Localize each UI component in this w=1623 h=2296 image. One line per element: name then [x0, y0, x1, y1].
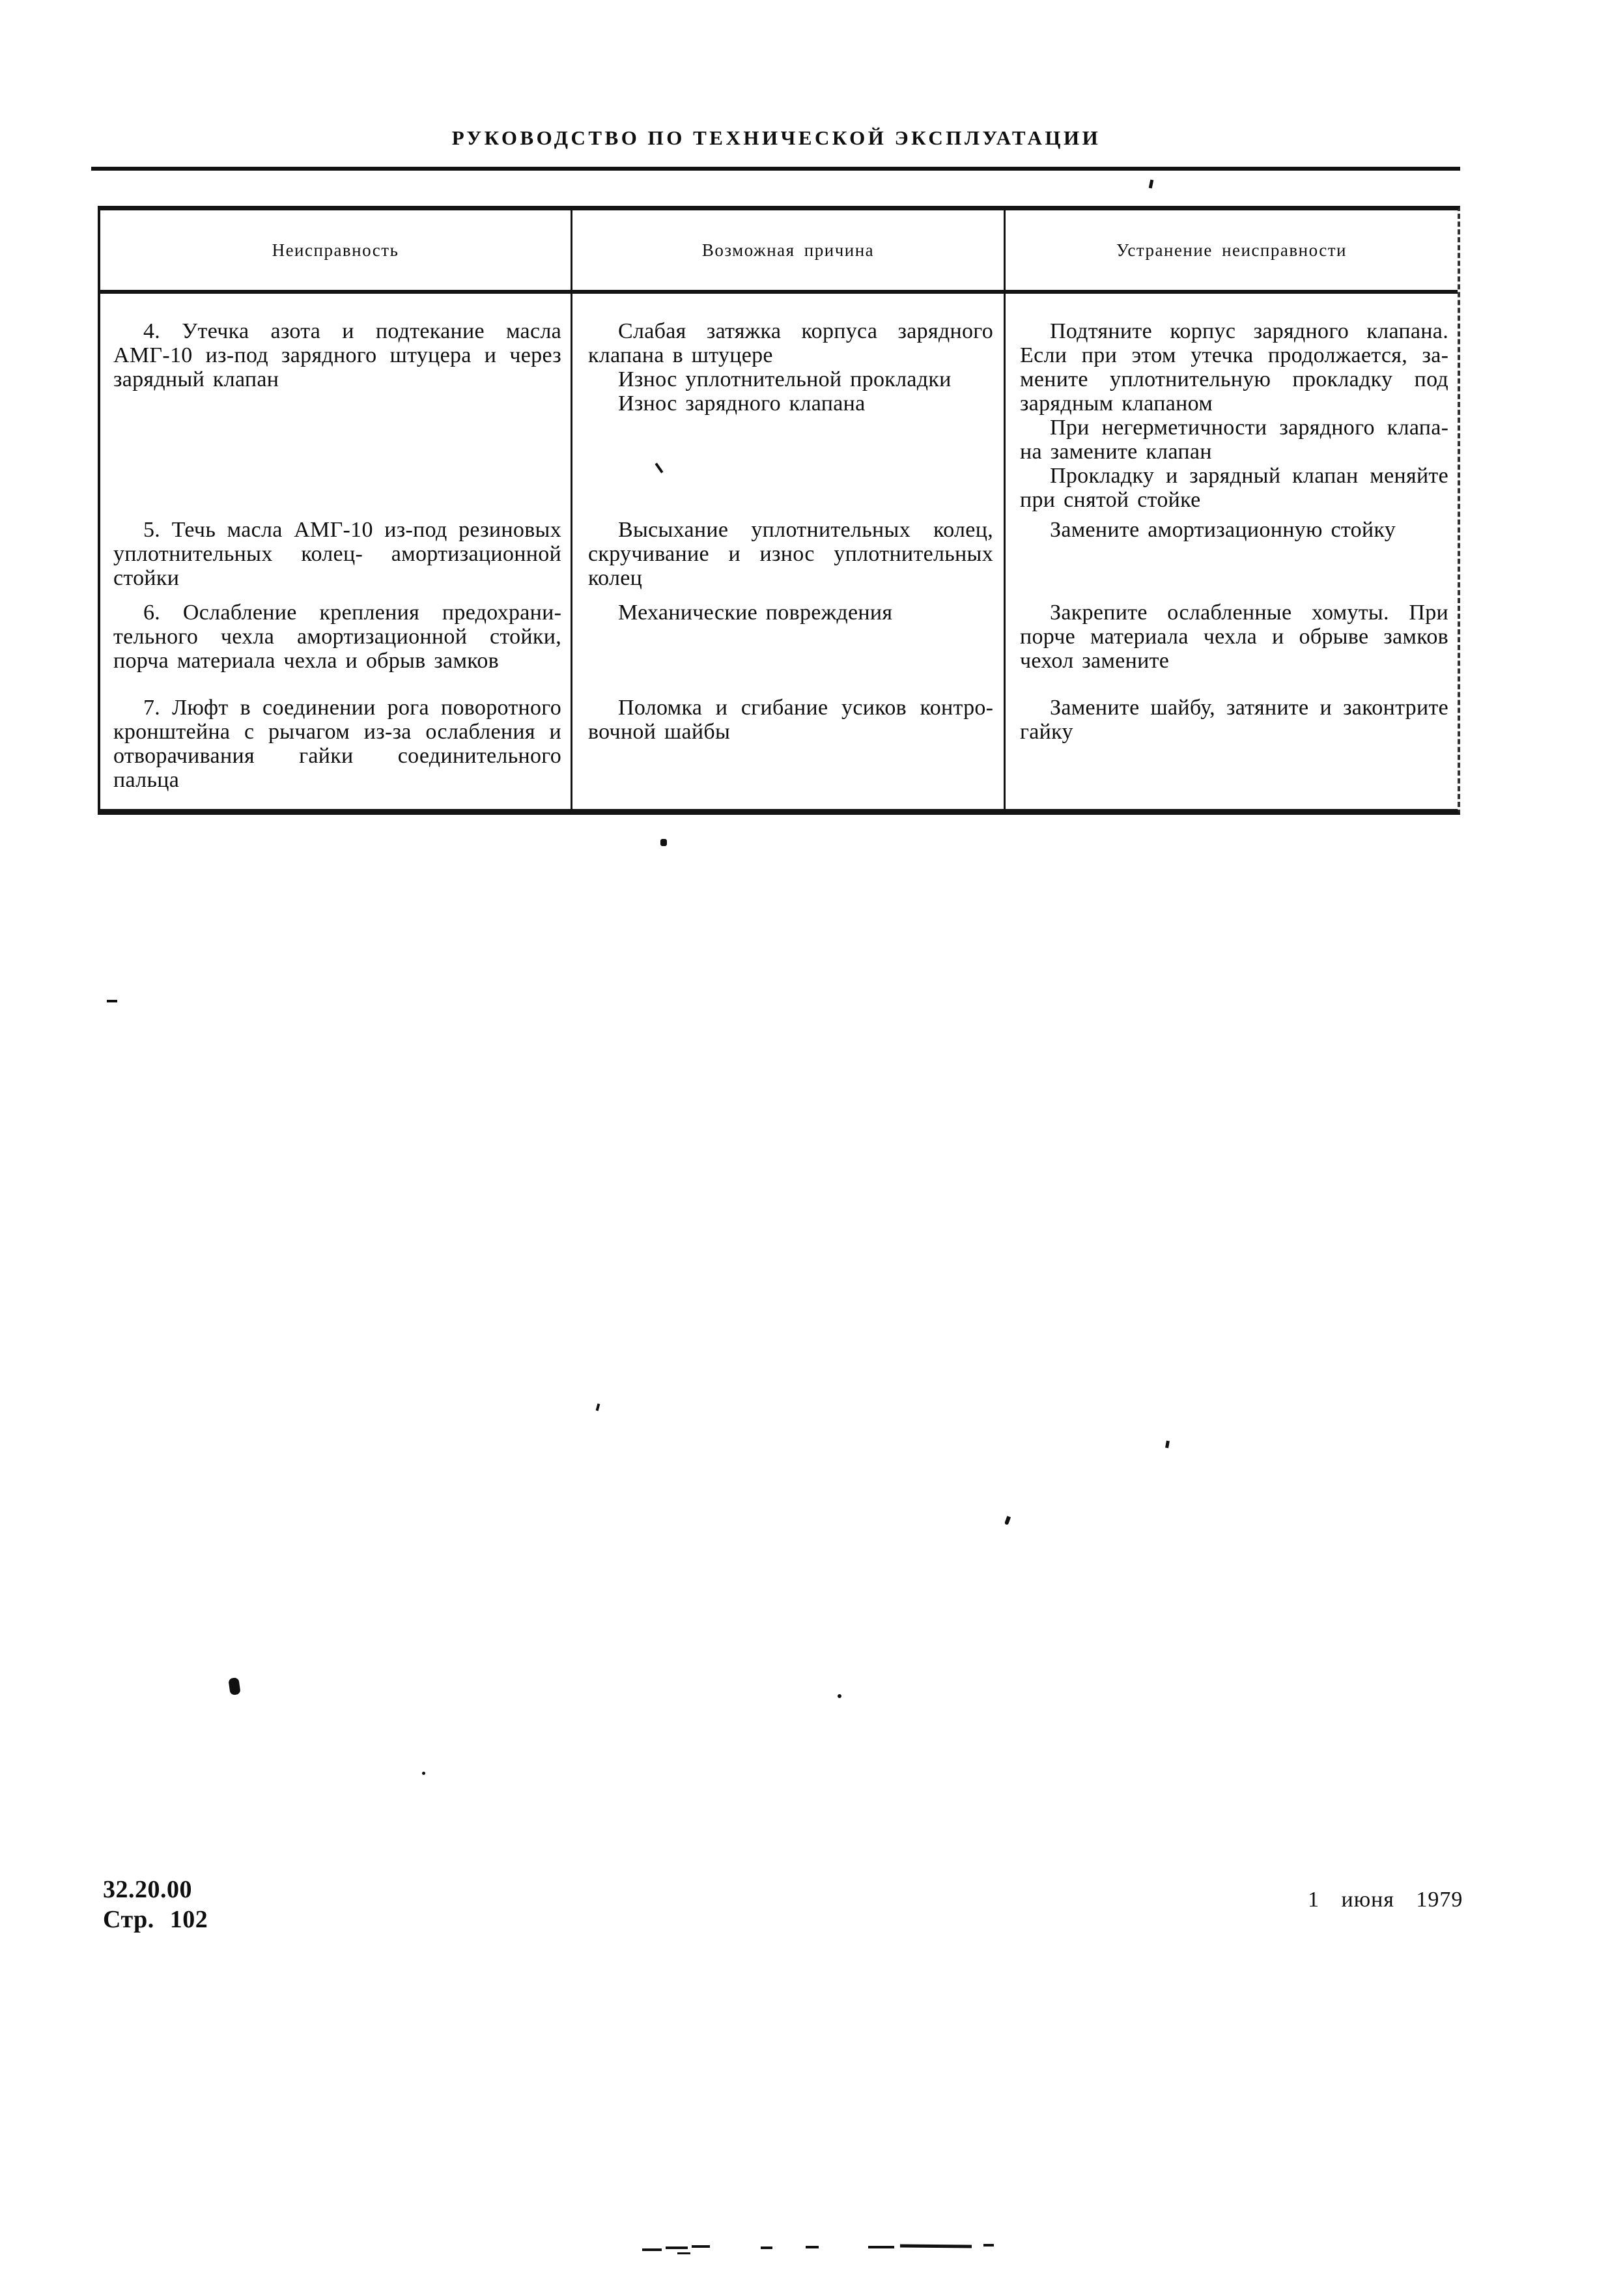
revision-date: 1 июня 1979	[1308, 1888, 1463, 1912]
column-header-fault: Неисправность	[100, 210, 572, 294]
table-row-cause	[572, 598, 1006, 694]
table-row-fault	[100, 598, 572, 694]
scan-dash	[677, 2252, 690, 2254]
scan-dash	[761, 2246, 772, 2249]
cause-text: Высыхание уплотнительных колец, скручивание и износ уплотнительных колец	[588, 518, 993, 590]
remedy-text: Прокладку и зарядный клапан меняйте при снятой стойке	[1020, 464, 1448, 512]
scan-speck	[228, 1677, 240, 1695]
footer-section-block	[103, 1875, 208, 1935]
table-row-remedy	[1006, 515, 1458, 598]
fault-text: 4. Утечка азота и подтекание масла АМГ-10 из-под зарядного штуцера и через зарядный клапан	[113, 319, 561, 391]
table-row-cause	[572, 294, 1006, 515]
scan-speck	[107, 1000, 117, 1002]
table-row-remedy	[1006, 294, 1458, 515]
fault-table	[98, 206, 1460, 815]
cause-text: Слабая затяжка корпуса зарядного клапана в штуцере	[588, 319, 993, 367]
table-row-cause	[572, 694, 1006, 809]
scan-dash	[900, 2245, 972, 2248]
scan-speck	[838, 1694, 841, 1698]
scan-speck	[660, 839, 667, 846]
scan-speck	[422, 1772, 425, 1775]
table-row-fault	[100, 294, 572, 515]
remedy-text: Замените шайбу, затяните и законтрите гайку	[1020, 696, 1448, 744]
scan-speck	[1149, 180, 1154, 189]
ata-section-number: 32.20.00	[103, 1876, 192, 1903]
header-rule	[91, 167, 1460, 171]
remedy-text: Закрепите ослабленные хомуты. При порче материала чехла и обрыве замков чехол замените	[1020, 601, 1448, 673]
table-row-remedy	[1006, 598, 1458, 694]
table-row-remedy	[1006, 694, 1458, 809]
column-header-cause: Возможная причина	[572, 210, 1006, 294]
scan-dash	[666, 2246, 688, 2249]
scan-dash	[642, 2248, 662, 2251]
scan-dash	[692, 2245, 710, 2248]
scan-dash	[806, 2246, 819, 2248]
table-row-cause	[572, 515, 1006, 598]
scan-dash	[868, 2246, 894, 2248]
table-row-fault	[100, 515, 572, 598]
scan-speck	[1165, 1441, 1170, 1449]
cause-text: Поломка и сгибание усиков контровочной шайбы	[588, 696, 993, 744]
column-header-remedy: Устранение неисправности	[1006, 210, 1458, 294]
fault-text: 6. Ослабление крепления предохранительного чехла амортизационной стойки, порча материала чехла и обрыв замков	[113, 601, 561, 673]
table-row-fault	[100, 694, 572, 809]
scan-dash	[983, 2244, 994, 2246]
cause-text: Износ зарядного клапана	[618, 391, 866, 416]
cause-text: Механические повреждения	[618, 601, 893, 625]
scan-speck	[596, 1404, 600, 1411]
cause-text: Износ уплотнительной прокладки	[618, 367, 952, 391]
fault-text: 7. Люфт в соединении рога поворотного кронштейна с рычагом из-за ослабления и отворачивания гайки соединительного пальца	[113, 696, 561, 792]
fault-text: 5. Течь масла АМГ-10 из-под резиновых уплотнительных колец- амортизационной стойки	[113, 518, 561, 590]
remedy-text: Подтяните корпус зарядного клапана. Если при этом утечка продолжается, замените уплотнительную прокладку под зарядным клапаном	[1020, 319, 1448, 416]
scan-speck	[1004, 1516, 1011, 1525]
remedy-text: При негерметичности зарядного клапана замените клапан	[1020, 416, 1448, 464]
page-number: Стр. 102	[103, 1906, 208, 1933]
page-title: РУКОВОДСТВО ПО ТЕХНИЧЕСКОЙ ЭКСПЛУАТАЦИИ	[451, 126, 1101, 149]
remedy-text: Замените амортизационную стойку	[1050, 518, 1396, 542]
